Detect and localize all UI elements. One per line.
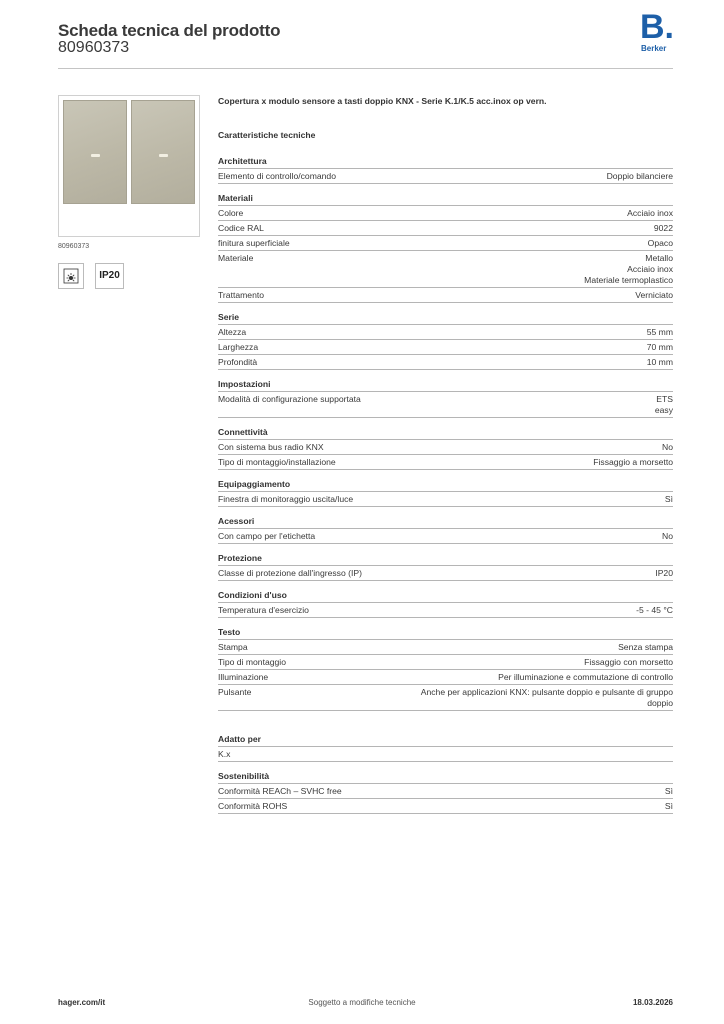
spec-value bbox=[593, 457, 673, 468]
spec-row bbox=[218, 655, 673, 670]
spec-group bbox=[218, 427, 673, 470]
status-led bbox=[159, 154, 168, 157]
spec-row bbox=[218, 566, 673, 581]
spec-value-line: 10 mm bbox=[646, 356, 673, 367]
spec-group-title: Connettività bbox=[218, 427, 673, 440]
spec-value-line: doppio bbox=[647, 697, 673, 708]
logo-mark: B. bbox=[640, 8, 674, 46]
spec-group-title: Adatto per bbox=[218, 734, 673, 747]
spec-row bbox=[218, 236, 673, 251]
spec-value-line: easy bbox=[654, 404, 673, 415]
spec-label: Materiale bbox=[218, 252, 254, 263]
spec-group-title: Sostenibilità bbox=[218, 771, 673, 784]
spec-label: Modalità di configurazione supportata bbox=[218, 393, 361, 404]
spec-value bbox=[618, 642, 673, 653]
spec-value-line: ETS bbox=[656, 393, 673, 404]
spec-group-title: Materiali bbox=[218, 193, 673, 206]
spec-group bbox=[218, 590, 673, 618]
specs-table bbox=[218, 156, 673, 823]
spec-value-line: Materiale termoplastico bbox=[584, 274, 673, 285]
spec-label: finitura superficiale bbox=[218, 237, 290, 248]
spec-label: Conformità REACh – SVHC free bbox=[218, 785, 342, 796]
spec-group-title: Protezione bbox=[218, 553, 673, 566]
spec-row bbox=[218, 169, 673, 184]
spec-row bbox=[218, 784, 673, 799]
spec-value-line: Metallo bbox=[645, 252, 673, 263]
spec-label: Larghezza bbox=[218, 341, 259, 352]
spec-group-title: Architettura bbox=[218, 156, 673, 169]
spec-label: Pulsante bbox=[218, 686, 252, 697]
spec-value bbox=[662, 531, 673, 542]
spec-value bbox=[662, 442, 673, 453]
spec-label: Temperatura d'esercizio bbox=[218, 604, 309, 615]
spec-label: Conformità ROHS bbox=[218, 800, 288, 811]
spec-group bbox=[218, 379, 673, 418]
product-description: Copertura x modulo sensore a tasti doppio KNX - Serie K.1/K.5 acc.inox op vern. bbox=[218, 96, 547, 106]
spec-row bbox=[218, 640, 673, 655]
status-led bbox=[91, 154, 100, 157]
light-sensor-icon bbox=[58, 263, 84, 289]
spec-value bbox=[498, 672, 673, 683]
spec-label: Altezza bbox=[218, 326, 247, 337]
spec-row bbox=[218, 206, 673, 221]
spec-group bbox=[218, 312, 673, 370]
spec-value-line: Opaco bbox=[647, 237, 673, 248]
spec-group bbox=[218, 553, 673, 581]
spec-value-line: Fissaggio con morsetto bbox=[584, 656, 673, 667]
spec-label: Colore bbox=[218, 207, 244, 218]
spec-value bbox=[636, 605, 673, 616]
ip-rating-badge: IP20 bbox=[95, 263, 124, 289]
spec-value bbox=[607, 171, 673, 182]
logo-text: Berker bbox=[641, 44, 667, 53]
spec-value-line: Sì bbox=[664, 800, 673, 811]
spec-row bbox=[218, 747, 673, 762]
spec-row bbox=[218, 288, 673, 303]
spec-group bbox=[218, 193, 673, 303]
spec-label: Codice RAL bbox=[218, 222, 264, 233]
spec-row bbox=[218, 325, 673, 340]
spec-row bbox=[218, 492, 673, 507]
spec-row bbox=[218, 221, 673, 236]
spec-value bbox=[654, 223, 673, 234]
spec-value bbox=[421, 687, 673, 709]
spec-value bbox=[627, 208, 673, 219]
spec-label: Profondità bbox=[218, 356, 258, 367]
spec-value bbox=[648, 238, 673, 249]
header-divider bbox=[58, 68, 673, 69]
spec-label: Con sistema bus radio KNX bbox=[218, 441, 324, 452]
spec-value bbox=[584, 253, 673, 286]
spec-group-title: Testo bbox=[218, 627, 673, 640]
product-image bbox=[58, 95, 200, 237]
spec-value-line: 55 mm bbox=[646, 326, 673, 337]
spec-value-line: Sì bbox=[664, 785, 673, 796]
spec-value-line: No bbox=[662, 530, 673, 541]
spec-row bbox=[218, 799, 673, 814]
spec-row bbox=[218, 251, 673, 288]
spec-value bbox=[665, 801, 673, 812]
spec-label: Stampa bbox=[218, 641, 248, 652]
spec-label: Tipo di montaggio/installazione bbox=[218, 456, 336, 467]
section-spacer bbox=[218, 720, 673, 734]
spec-value bbox=[647, 357, 673, 368]
spec-label: Elemento di controllo/comando bbox=[218, 170, 336, 181]
spec-group bbox=[218, 156, 673, 184]
spec-value bbox=[655, 394, 673, 416]
rocker-right bbox=[131, 100, 195, 204]
spec-row bbox=[218, 392, 673, 418]
spec-value bbox=[665, 494, 673, 505]
footer-date: 18.03.2026 bbox=[632, 998, 673, 1007]
spec-value-line: No bbox=[662, 441, 673, 452]
spec-value-line: 9022 bbox=[653, 222, 673, 233]
spec-value-line: Acciaio inox bbox=[627, 207, 673, 218]
spec-value bbox=[647, 342, 673, 353]
spec-value-line: -5 - 45 °C bbox=[636, 604, 673, 615]
spec-value bbox=[647, 327, 673, 338]
footer-website[interactable]: hager.com/it bbox=[58, 998, 106, 1007]
spec-group-title: Acessori bbox=[218, 516, 673, 529]
spec-value-line: Doppio bilanciere bbox=[606, 170, 673, 181]
spec-group bbox=[218, 734, 673, 762]
spec-value bbox=[635, 290, 673, 301]
spec-group-title: Equipaggiamento bbox=[218, 479, 673, 492]
spec-group bbox=[218, 479, 673, 507]
spec-row bbox=[218, 670, 673, 685]
spec-row bbox=[218, 440, 673, 455]
spec-group bbox=[218, 516, 673, 544]
spec-value-line: Sì bbox=[664, 493, 673, 504]
spec-label: Trattamento bbox=[218, 289, 265, 300]
spec-group-title: Condizioni d'uso bbox=[218, 590, 673, 603]
product-image-caption: 80960373 bbox=[58, 243, 90, 250]
spec-row bbox=[218, 529, 673, 544]
spec-row bbox=[218, 455, 673, 470]
spec-value-line: Acciaio inox bbox=[627, 263, 673, 274]
spec-value bbox=[655, 568, 673, 579]
spec-row bbox=[218, 685, 673, 711]
rocker-left bbox=[63, 100, 127, 204]
spec-row bbox=[218, 603, 673, 618]
spec-value bbox=[584, 657, 673, 668]
spec-value bbox=[665, 786, 673, 797]
spec-group bbox=[218, 627, 673, 711]
spec-value-line: IP20 bbox=[655, 567, 673, 578]
spec-label: Illuminazione bbox=[218, 671, 269, 682]
spec-value-line: Per illuminazione e commutazione di controllo bbox=[498, 671, 673, 682]
spec-value-line: Verniciato bbox=[635, 289, 673, 300]
footer-note: Soggetto a modifiche tecniche bbox=[308, 998, 416, 1007]
spec-label: Con campo per l'etichetta bbox=[218, 530, 316, 541]
spec-group-title: Serie bbox=[218, 312, 673, 325]
spec-group-title: Impostazioni bbox=[218, 379, 673, 392]
spec-row bbox=[218, 355, 673, 370]
spec-row bbox=[218, 340, 673, 355]
spec-label: Classe di protezione dall'ingresso (IP) bbox=[218, 567, 362, 578]
spec-label: Tipo di montaggio bbox=[218, 656, 286, 667]
spec-label: K.x bbox=[218, 748, 231, 759]
product-number: 80960373 bbox=[58, 39, 130, 56]
spec-value-line: Senza stampa bbox=[618, 641, 673, 652]
berker-logo bbox=[640, 8, 674, 54]
spec-value-line: Anche per applicazioni KNX: pulsante doppio e pulsante di gruppo bbox=[420, 686, 673, 697]
spec-value-line: 70 mm bbox=[646, 341, 673, 352]
spec-label: Finestra di monitoraggio uscita/luce bbox=[218, 493, 354, 504]
spec-group bbox=[218, 771, 673, 814]
specs-heading: Caratteristiche tecniche bbox=[218, 130, 316, 140]
spec-value-line: Fissaggio a morsetto bbox=[593, 456, 673, 467]
page-title: Scheda tecnica del prodotto bbox=[58, 21, 281, 40]
